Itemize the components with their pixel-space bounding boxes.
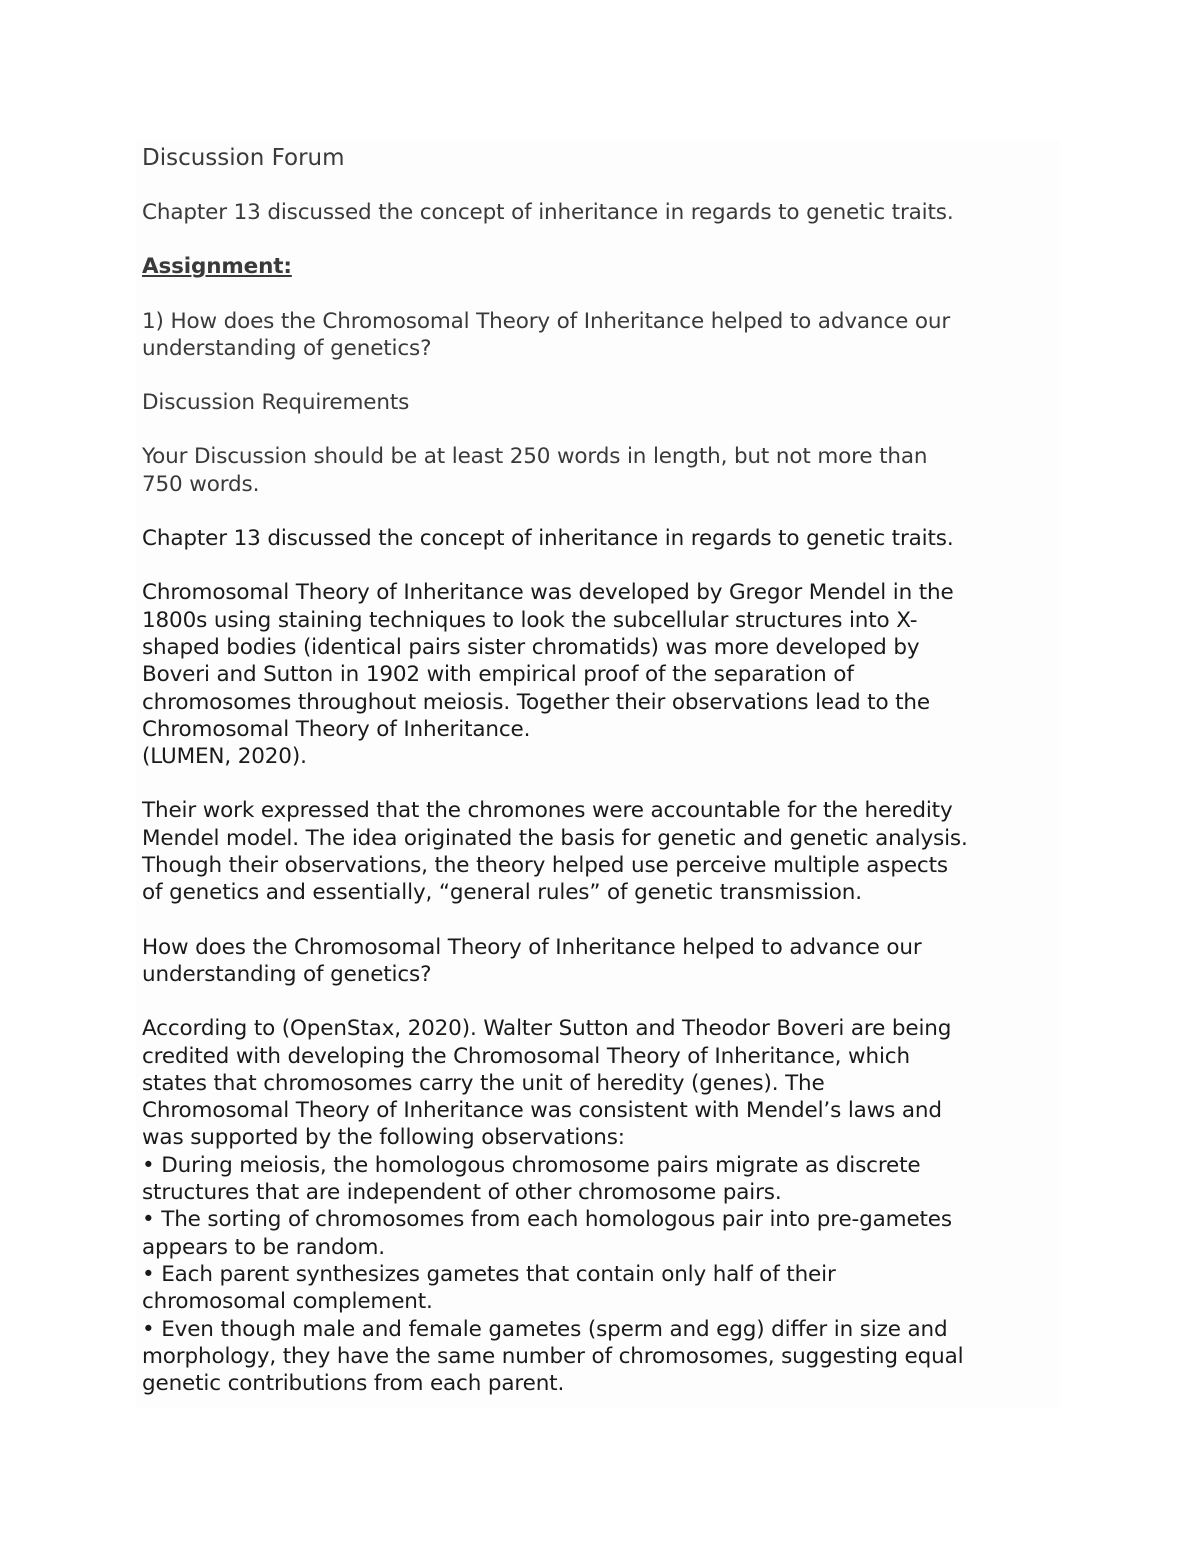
- paragraph-line: understanding of genetics?: [142, 961, 432, 987]
- bullet-item-continued: morphology, they have the same number of chromosomes, suggesting equal: [142, 1343, 964, 1369]
- document-body: [136, 140, 1060, 1408]
- paragraph-line: Though their observations, the theory helped use perceive multiple aspects: [142, 853, 948, 879]
- paragraph-line: chromosomes throughout meiosis. Together their observations lead to the: [142, 689, 930, 715]
- answer-intro: Chapter 13 discussed the concept of inheritance in regards to genetic traits.: [142, 526, 954, 552]
- citation-line: (LUMEN, 2020).: [142, 744, 307, 770]
- paragraph-line: credited with developing the Chromosomal Theory of Inheritance, which: [142, 1043, 910, 1069]
- paragraph-line: Their work expressed that the chromones were accountable for the heredity: [142, 798, 953, 824]
- assignment-heading: Assignment:: [142, 254, 292, 280]
- paragraph-line: How does the Chromosomal Theory of Inheritance helped to advance our: [142, 934, 922, 960]
- page-title: Discussion Forum: [142, 145, 345, 171]
- requirements-heading: Discussion Requirements: [142, 390, 410, 416]
- bullet-item: • During meiosis, the homologous chromosome pairs migrate as discrete: [142, 1152, 921, 1178]
- bullet-item: • Even though male and female gametes (sperm and egg) differ in size and: [142, 1316, 948, 1342]
- paragraph-line: Boveri and Sutton in 1902 with empirical proof of the separation of: [142, 662, 854, 688]
- requirements-line: Your Discussion should be at least 250 words in length, but not more than: [142, 444, 928, 470]
- paragraph-line: was supported by the following observations:: [142, 1125, 625, 1151]
- paragraph-line: shaped bodies (identical pairs sister chromatids) was more developed by: [142, 634, 920, 660]
- requirements-line: 750 words.: [142, 471, 260, 497]
- paragraph-line: Chromosomal Theory of Inheritance was consistent with Mendel’s laws and: [142, 1098, 942, 1124]
- paragraph-line: states that chromosomes carry the unit of heredity (genes). The: [142, 1070, 825, 1096]
- paragraph-line: Mendel model. The idea originated the basis for genetic and genetic analysis.: [142, 825, 968, 851]
- bullet-item-continued: genetic contributions from each parent.: [142, 1371, 565, 1397]
- question-line: 1) How does the Chromosomal Theory of Inheritance helped to advance our: [142, 308, 951, 334]
- paragraph-line: Chromosomal Theory of Inheritance was developed by Gregor Mendel in the: [142, 580, 954, 606]
- paragraph-2: [142, 797, 1060, 906]
- paragraph-line: According to (OpenStax, 2020). Walter Sutton and Theodor Boveri are being: [142, 1016, 952, 1042]
- paragraph-3: [142, 1015, 1060, 1397]
- paragraph-1: [142, 579, 1060, 770]
- question-text: [142, 308, 1060, 363]
- requirements-text: [142, 443, 1060, 498]
- bullet-item: • The sorting of chromosomes from each homologous pair into pre-gametes: [142, 1207, 952, 1233]
- bullet-item-continued: chromosomal complement.: [142, 1289, 433, 1315]
- paragraph-line: of genetics and essentially, “general rules” of genetic transmission.: [142, 880, 862, 906]
- paragraph-line: 1800s using staining techniques to look the subcellular structures into X-: [142, 607, 918, 633]
- bullet-item: • Each parent synthesizes gametes that contain only half of their: [142, 1261, 836, 1287]
- assignment-heading-block: [142, 253, 1060, 280]
- bullet-item-continued: appears to be random.: [142, 1234, 385, 1260]
- bullet-item-continued: structures that are independent of other chromosome pairs.: [142, 1180, 782, 1206]
- paragraph-line: Chromosomal Theory of Inheritance.: [142, 716, 531, 742]
- intro-text: Chapter 13 discussed the concept of inheritance in regards to genetic traits.: [142, 200, 954, 225]
- question-line: understanding of genetics?: [142, 335, 432, 361]
- question-repeat: [142, 934, 1060, 989]
